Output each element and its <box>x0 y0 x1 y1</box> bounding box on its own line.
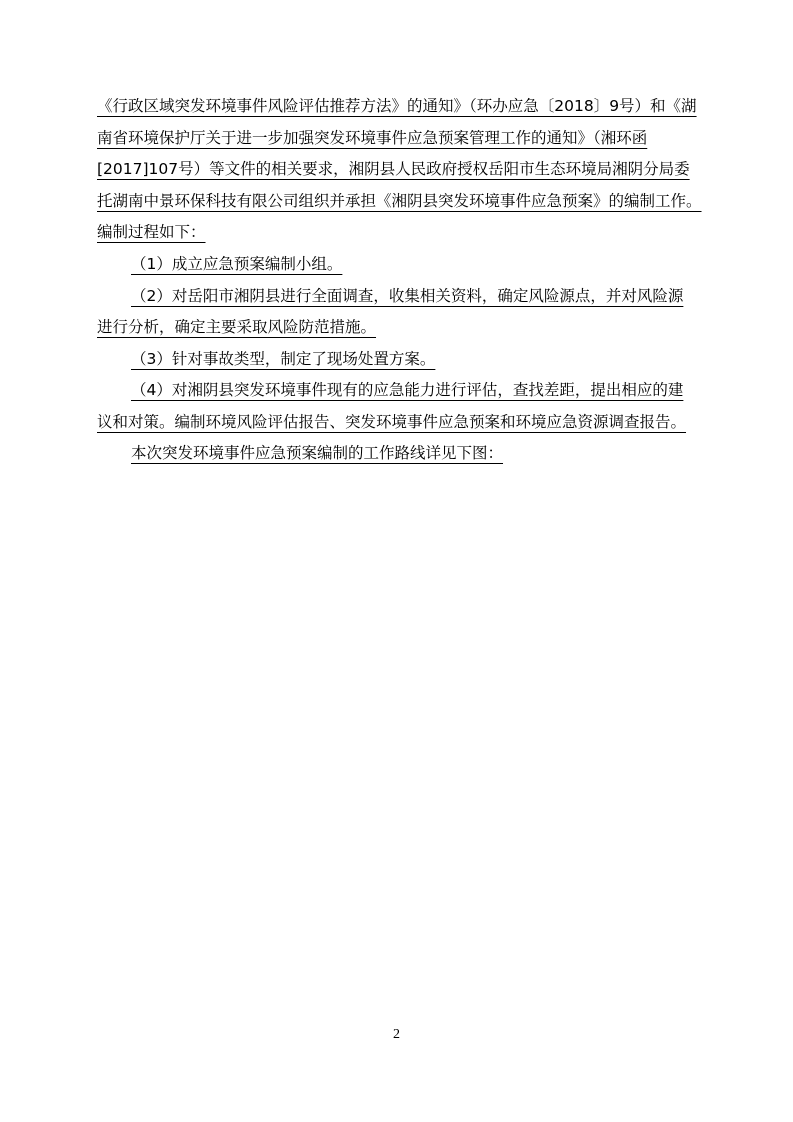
list-item-4-line-1: （4）对湘阴县突发环境事件现有的应急能力进行评估，查找差距，提出相应的建 <box>131 381 684 399</box>
list-item-3: （3）针对事故类型，制定了现场处置方案。 <box>131 350 436 368</box>
text-line-4: 托湖南中景环保科技有限公司组织并承担《湘阴县突发环境事件应急预案》的编制工作。 <box>97 192 702 210</box>
list-item-1: （1）成立应急预案编制小组。 <box>131 255 343 273</box>
list-item-2-line-1: （2）对岳阳市湘阴县进行全面调查，收集相关资料，确定风险源点，并对风险源 <box>131 287 684 305</box>
text-line-2: 南省环境保护厅关于进一步加强突发环境事件应急预案管理工作的通知》（湘环函 <box>97 129 648 147</box>
text-line-closing: 本次突发环境事件应急预案编制的工作路线详见下图： <box>131 444 504 462</box>
text-line-3: [2017]107号）等文件的相关要求，湘阴县人民政府授权岳阳市生态环境局湘阴分局委 <box>97 160 690 178</box>
list-item-2-line-2: 进行分析，确定主要采取风险防范措施。 <box>97 318 377 336</box>
text-line-5: 编制过程如下： <box>97 223 206 241</box>
list-item-4-line-2: 议和对策。编制环境风险评估报告、突发环境事件应急预案和环境应急资源调查报告。 <box>97 413 687 431</box>
text-line-1: 《行政区域突发环境事件风险评估推荐方法》的通知》（环办应急〔2018〕9号）和《湖 <box>97 97 697 115</box>
page-number: 2 <box>393 1027 400 1042</box>
